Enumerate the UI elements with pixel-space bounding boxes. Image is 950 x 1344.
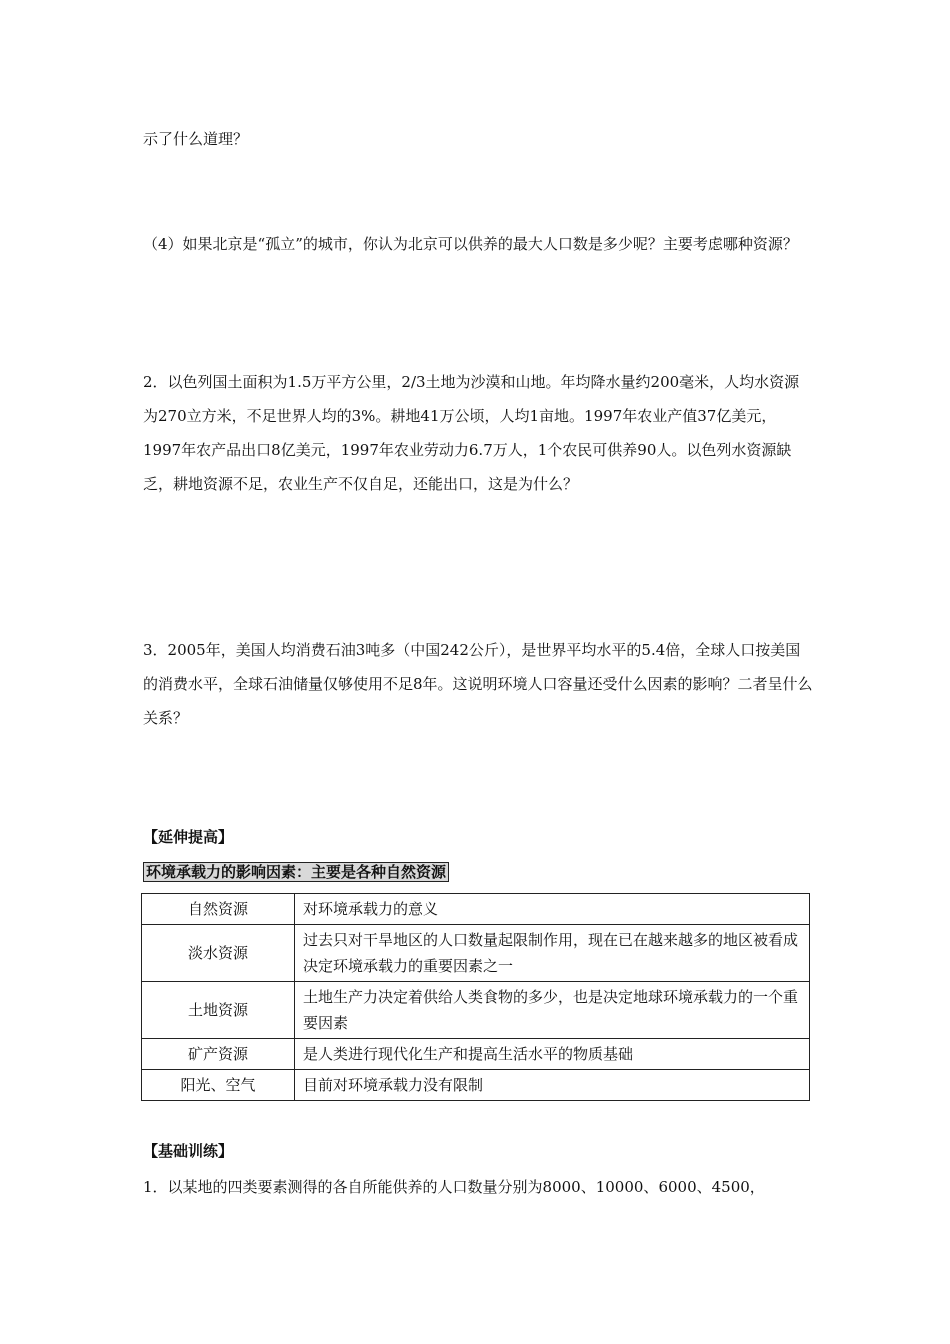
question-4: （4）如果北京是“孤立”的城市，你认为北京可以供养的最大人口数是多少呢？主要考虑哪种资源？ [143,235,798,253]
table-row [142,1070,810,1101]
table-cell-meaning: 目前对环境承载力没有限制 [295,1070,810,1101]
table-row [142,1039,810,1070]
basic-question-1: 1．以某地的四类要素测得的各自所能供养的人口数量分别为8000、10000、6000、4500， [143,1178,765,1196]
table-row [142,982,810,1039]
question-3: 3．2005年，美国人均消费石油3吨多（中国242公斤），是世界平均水平的5.4倍，全球人口按美国的消费水平，全球石油储量仅够使用不足8年。这说明环境人口容量还受什么因素的影响？二者呈什么关系？ [143,641,813,727]
table-cell-meaning: 是人类进行现代化生产和提高生活水平的物质基础 [295,1039,810,1070]
section-heading-extend: 【延伸提高】 [143,828,234,846]
header-cell-meaning: 对环境承载力的意义 [295,894,810,925]
table-caption-text: 环境承载力的影响因素：主要是各种自然资源 [143,862,449,882]
table-cell-resource: 矿产资源 [142,1039,295,1070]
section-heading-basic: 【基础训练】 [143,1142,234,1160]
header-cell-resource: 自然资源 [142,894,295,925]
paragraph-continuation: 示了什么道理？ [143,130,249,148]
table-caption [143,862,449,882]
resource-table [141,893,810,1101]
table-cell-meaning: 过去只对干旱地区的人口数量起限制作用，现在已在越来越多的地区被看成决定环境承载力的重要因素之一 [295,925,810,982]
table-cell-resource: 土地资源 [142,982,295,1039]
table-cell-resource: 淡水资源 [142,925,295,982]
table-row [142,925,810,982]
table-cell-resource: 阳光、空气 [142,1070,295,1101]
table-cell-meaning: 土地生产力决定着供给人类食物的多少，也是决定地球环境承载力的一个重要因素 [295,982,810,1039]
table-header-row [142,894,810,925]
question-2: 2．以色列国土面积为1.5万平方公里，2/3土地为沙漠和山地。年均降水量约200毫米，人均水资源为270立方米，不足世界人均的3%。耕地41万公顷，人均1亩地。1997年农业产值37亿美元，1997年农产品出口8亿美元，1997年农业劳动力6.7万人，1个农民可供养90人。以色列水资源缺乏，耕地资源不足，农业生产不仅自足，还能出口，这是为什么？ [143,373,800,493]
